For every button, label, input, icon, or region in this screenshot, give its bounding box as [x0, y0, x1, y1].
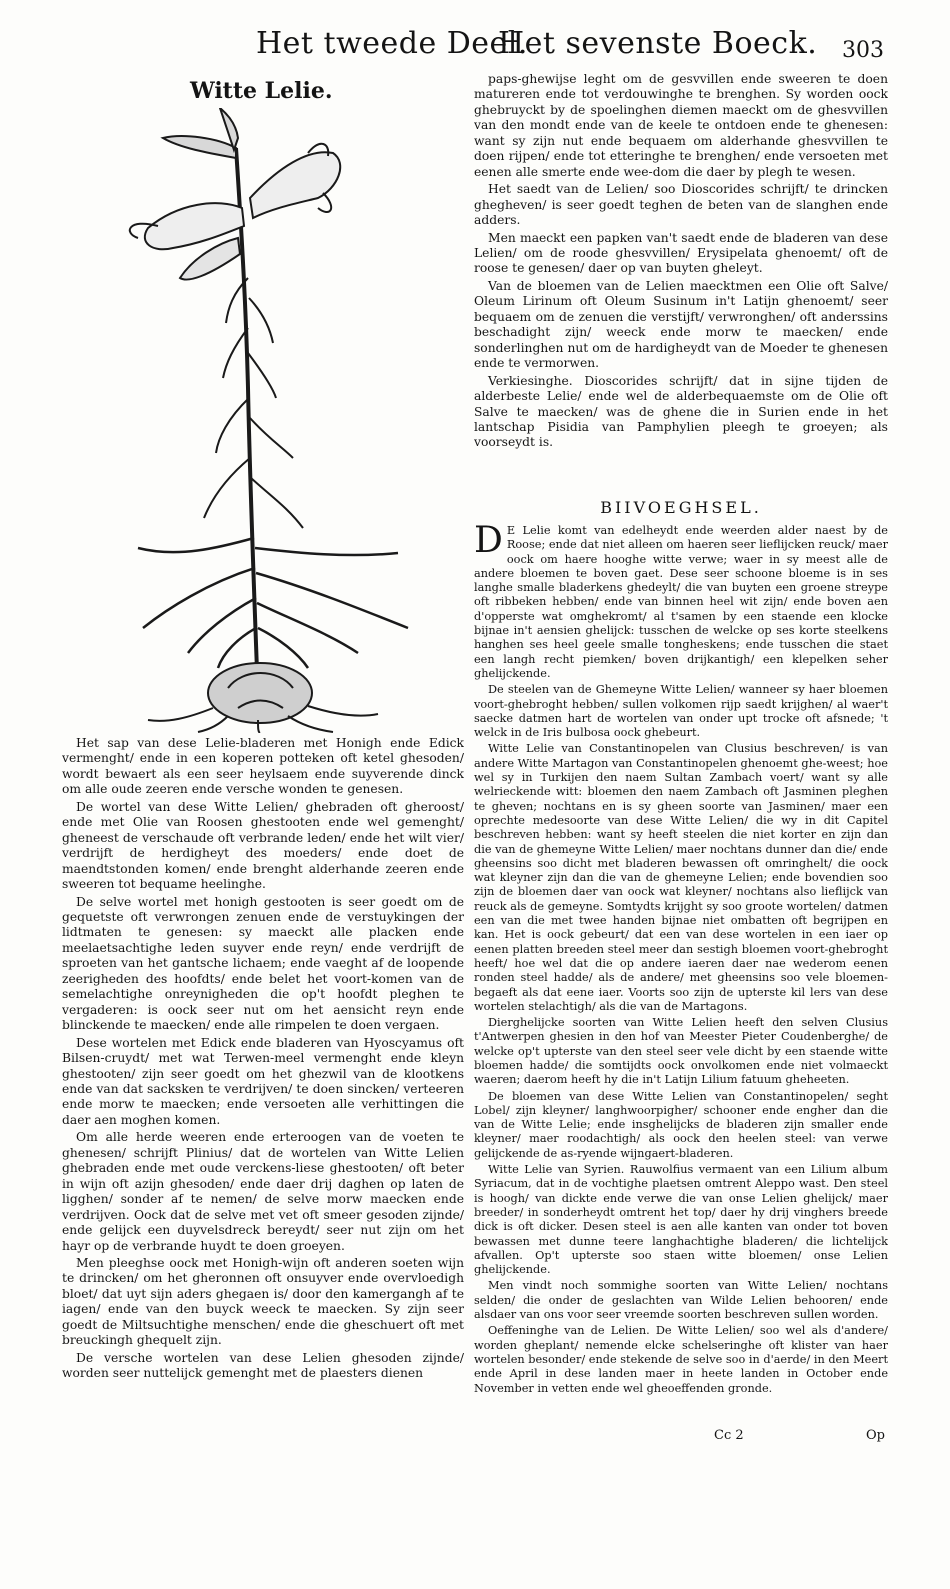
paragraph: Verkiesinghe. Dioscorides schrijft/ dat in sijne tijden de alderbeste Lelie/ ende wel de alderbequaemste om de Olie oft Salve te maecken/ was de ghene die in Surien ende in het lantschap Pisidia van Pamphylien pleegh te groeyen; als voorseydt is. — [474, 373, 888, 450]
paragraph: De bloemen van dese Witte Lelien van Constantinopelen/ seght Lobel/ zijn kleyner/ langhwoorpigher/ schooner ende engher dan die van de Witte Lelie; ende insghelijcks de bladeren zijn smaller ende kleyner/ maer roodachtigh/ als oock den heelen steel: van verwe gelijckende de as-ryende wijngaert-bladeren. — [474, 1089, 888, 1160]
plant-title: Witte Lelie. — [190, 78, 333, 104]
paragraph: Om alle herde weeren ende erteroogen van de voeten te ghenesen/ schrijft Plinius/ dat de wortelen van Witte Lelien ghebraden ende met oude verckens-liese ghestooten/ oft beter in wijn oft azijn ghesoden/ ende daer drij daghen op laten de ligghen/ sonder af te nemen/ de selve morw maecken ende verdrijven. Oock dat de selve met vet oft smeer gesoden zijnde/ ende gelijck een duyvelsdreck bereydt/ seer nut zijn om het hayr op de verbrande huydt te doen groeyen. — [62, 1130, 464, 1253]
right-column-top — [474, 72, 888, 484]
header-right: Het sevenste Boeck. — [498, 26, 818, 61]
paragraph-text: E Lelie komt van edelheydt ende weerden alder naest by de Roose; ende dat niet alleen om haeren seer lieflijcken reuck/ maer oock om haere hooghe witte verwe; waer in sy meest alle de andere bloemen te boven gaet. Dese seer schoone bloeme is in ses langhe smalle bladerkens ghedeylt/ die van buyten een groene streype oft ribbeken hebben/ ende van binnen heel wit zijn/ ende boven aen d'opperste wat omghekromt/ al t'samen by een staende een klocke bijnae in't aensien ghelijck: tusschen de welcke op ses korte steelkens hanghen ses heel geele smalle tongheskens; ende tusschen die staet een langh recht piemken/ boven drijkantigh/ een klepelken seher ghelijckende. — [474, 524, 888, 680]
bijvoeghsel-heading: BIIVOEGHSEL. — [600, 498, 762, 517]
paragraph: Witte Lelie van Constantinopelen van Clusius beschreven/ is van andere Witte Martagon van Constantinopelen ghenoemt ghe-weest; hoe wel sy in Turkijen den naem Sultan Zambach voert/ want sy alle welrieckende witt: bloemen den naem Zambach oft Jasminen pleghen te gheven; nochtans en is sy gheen soorte van Jasminen/ maer een oprechte medesoorte van dese Witte Lelien/ die wy in dit Capitel beschreven hebben: want sy heeft steelen die niet korter en zijn dan die van de ghemeyne Witte Lelien/ maer nochtans dunner dan die/ ende gheensins soo dicht met bladeren bewassen oft omringhelt/ die oock wat kleyner zijn dan die van de ghemeyne Lelien; ende bovendien soo zijn de bloemen daer van oock wat kleyner/ nochtans also lieflijck van reuck als de gemeyne. Somtydts krijght sy soo groote wortelen/ datmen een van die met twee handen bijnae niet ombatten oft begrijpen en kan. Het is oock gebeurt/ dat een van dese wortelen in een iaer op eenen platten breeden steel meer dan sestigh bloemen voort-ghebroght heeft/ hoe wel dat die op andere iaeren daer nae wederom eenen ronden steel hadde/ als de andere/ met gheensins soo vele bloemen-begaeft als dat eene iaer. Voorts soo zijn de upterste kil lers van dese wortelen stelachtigh/ als die van de Martagons. — [474, 742, 888, 1013]
paragraph — [474, 524, 888, 681]
paragraph: Men pleeghse oock met Honigh-wijn oft anderen soeten wijn te drincken/ om het gheronnen oft onsuyver ende overvloedigh bloet/ dat uyt sijn aders ghegaen is/ door den kamergangh af te iagen/ ende van den buyck weeck te maecken. Sy zijn seer goedt de Miltsuchtighe menschen/ ende die gheschuert oft met breuckingh ghequelt zijn. — [62, 1255, 464, 1348]
paragraph: Dese wortelen met Edick ende bladeren van Hyoscyamus oft Bilsen-cruydt/ met wat Terwen-meel vermenght ende kleyn ghestooten/ zijn seer goedt om het ghezwil van de klootkens ende van dat sacksken te verdrijven/ te doen sincken/ verteeren ende morw te maecken; ende versoeten alle verhittingen die daer aen moghen komen. — [62, 1035, 464, 1127]
paragraph: De versche wortelen van dese Lelien ghesoden zijnde/ worden seer nuttelijck gemenght met de plaesters dienen — [62, 1350, 464, 1381]
paragraph: De wortel van dese Witte Lelien/ ghebraden oft gheroost/ ende met Olie van Roosen ghestooten ende wel gemenght/ gheneest de verschaude oft verbrande leden/ ende het wilt vier/ verdrijft de herdigheyt des moeders/ ende doet de maendtstonden komen/ ende brenght alderhande zeeren ende sweeren tot bequame heelinghe. — [62, 799, 464, 892]
paragraph: Oeffeninghe van de Lelien. De Witte Lelien/ soo wel als d'andere/ worden gheplant/ nemende elcke schelseringhe oft klister van haer wortelen besonder/ ende stekende de selve soo in d'aerde/ in den Meert ende April in dese landen maer in heete landen in October ende November in vetten ende wel gheoeffenden gronde. — [474, 1324, 888, 1395]
bud-1 — [163, 136, 236, 158]
paragraph: Witte Lelie van Syrien. Rauwolfius vermaent van een Lilium album Syriacum, dat in de vochtighe plaetsen omtrent Aleppo wast. Den steel is hoogh/ van dickte ende verwe die van onse Lelien ghelijck/ maer breeder/ in sonderheydt omtrent het top/ daer hy drij vinghers breede dick is oft dicker. Desen steel is aen alle kanten van onder tot boven bewassen met dunne teere langhachtighe bladeren/ die lichtelijck afvallen. Op't upterste soo staen witte bloemen/ onse Lelien ghelijckende. — [474, 1163, 888, 1277]
header-left: Het tweede Deel. — [256, 26, 528, 61]
right-column-bottom — [474, 524, 888, 1422]
page-number: 303 — [842, 38, 884, 63]
paragraph: Van de bloemen van de Lelien maecktmen een Olie oft Salve/ Oleum Lirinum oft Oleum Susinum in't Latijn ghenoemt/ seer bequaem om de zenuen die verstijft/ verwronghen/ oft anderssins beschadight zijn/ weeck ende morw te maecken/ ende sonderlinghen nut om de hardigheydt van de Moeder te ghenesen ende te vermorwen. — [474, 278, 888, 371]
lily-illustration — [108, 108, 458, 733]
paragraph: De steelen van de Ghemeyne Witte Lelien/ wanneer sy haer bloemen voort-ghebroght hebben/ sullen volkomen rijp saedt krijghen/ al waer't saecke datmen hart de wortelen van onder upt trocke oft afsnede; 't welck in de Iris bulbosa oock ghebeurt. — [474, 683, 888, 740]
paragraph: Men vindt noch sommighe soorten van Witte Lelien/ nochtans selden/ die onder de geslachten van Wilde Lelien behooren/ ende alsdaer van ons voor seer vreemde soorten beschreven sullen worden. — [474, 1279, 888, 1322]
paragraph: Het saedt van de Lelien/ soo Dioscorides schrijft/ te drincken ghegheven/ is seer goedt teghen de beten van de slanghen ende adders. — [474, 182, 888, 228]
paragraph: Men maeckt een papken van't saedt ende de bladeren van dese Lelien/ om de roode ghesvvillen/ Erysipelata ghenoemt/ oft de roose te genesen/ daer op van buyten gheleyt. — [474, 230, 888, 276]
paragraph: Het sap van dese Lelie-bladeren met Honigh ende Edick vermenght/ ende in een koperen potteken oft ketel ghesoden/ wordt bewaert als een seer heylsaem ende suyverende dinck om alle oude zeeren ende versche wonden te genesen. — [62, 736, 464, 797]
catchword: Op — [866, 1428, 885, 1443]
left-column-text — [62, 736, 464, 1426]
paragraph: paps-ghewijse leght om de gesvvillen ende sweeren te doen matureren ende tot verdouwinghe te brenghen. Sy worden oock ghebruyckt by de spoelinghen diemen maeckt om de ghesvvillen van den mondt ende van de keele te ontdoen ende te ghenesen: want sy zijn nut ende bequaem om alderhande ghesvvillen te doen rijpen/ ende tot etteringhe te brenghen/ ende versoeten met eenen alle smerte ende wee-dom die daer by plegh te wesen. — [474, 72, 888, 179]
paragraph: Dierghelijcke soorten van Witte Lelien heeft den selven Clusius t'Antwerpen ghesien in den hof van Meester Pieter Coudenberghe/ de welcke op't upterste van den steel seer vele dicht by een staende witte bloemen hadde/ die somtijdts oock onvolkomen ende niet volmaeckt waeren; daerom heeft hy die in't Latijn Lilium fatuum gheheeten. — [474, 1016, 888, 1087]
signature-mark: Cc 2 — [714, 1428, 744, 1443]
drop-cap: D — [474, 524, 503, 561]
paragraph: De selve wortel met honigh gestooten is seer goedt om de gequetste oft verwrongen zenuen ende de verstuykingen der lidtmaten te genesen: sy maeckt alle placken ende meelaetsachtighe leden suyver ende reyn/ ende verdrijft de sproeten van het gantsche lichaem; ende vaeght af de loopende zeerigheden des hoofdts/ ende belet het voort-komen van de semelachtighe onreynigheden die op't hoofdt pleghen te vergaderen: is oock seer nut om het aensicht reyn ende blinckende te maecken/ ende alle rimpelen te doen vergaen. — [62, 894, 464, 1033]
flower-right — [250, 152, 340, 218]
bulb — [208, 663, 312, 723]
